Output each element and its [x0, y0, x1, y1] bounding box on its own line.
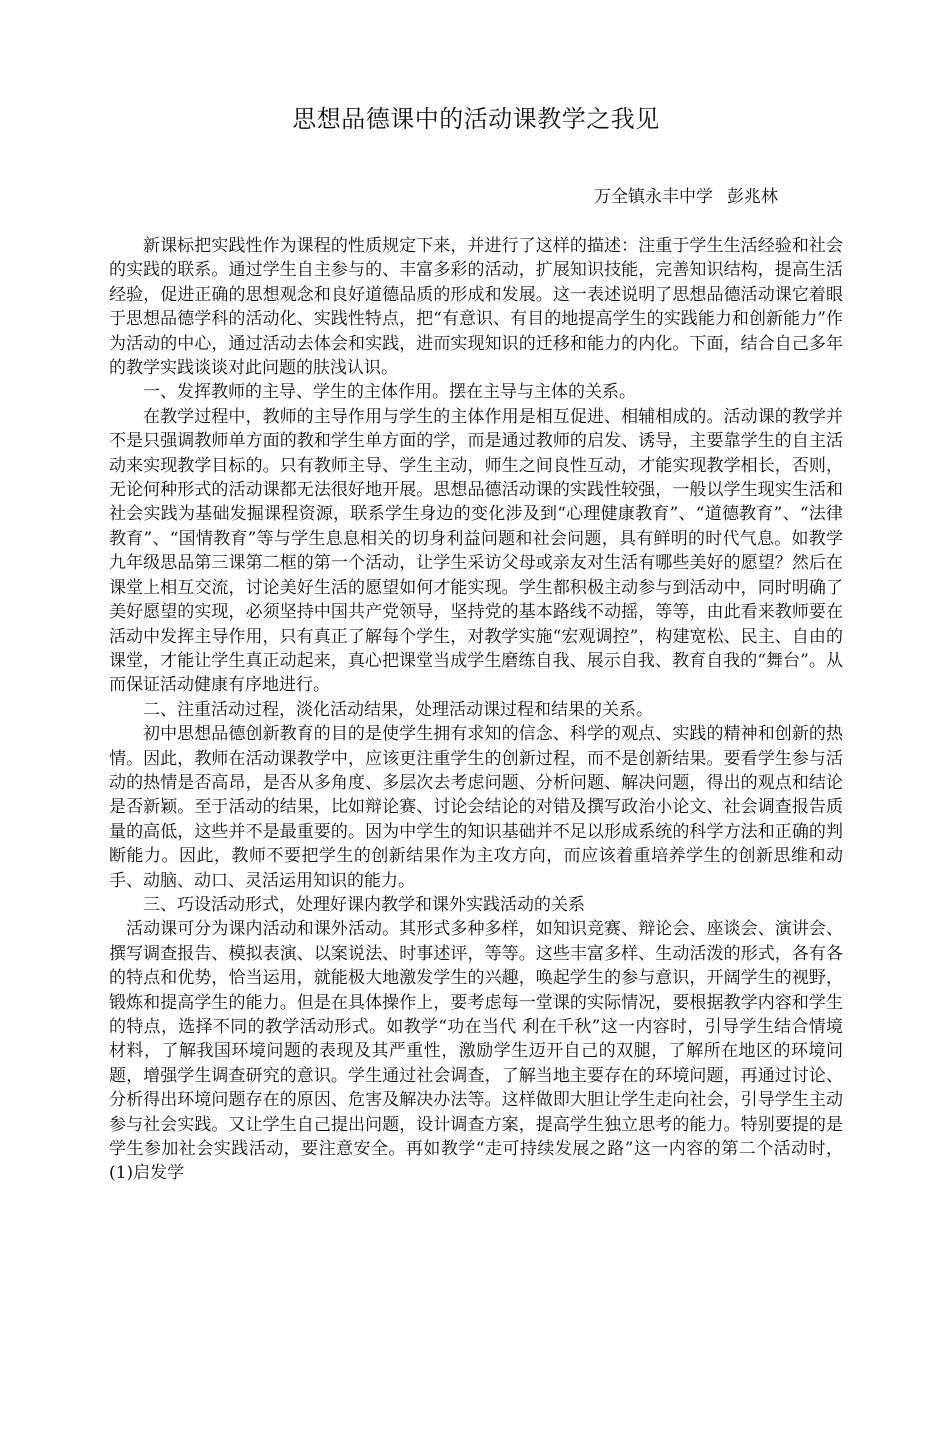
author-name: 彭兆林 [727, 187, 778, 207]
section-heading-2: 二、注重活动过程，淡化活动结果，处理活动课过程和结果的关系。 [143, 699, 653, 720]
section-paragraph-3: 活动课可分为课内活动和课外活动。其形式多种多样，如知识竞赛、辩论会、座谈会、演讲会、撰写调查报告、模拟表演、以案说法、时事述评，等等。这些丰富多样、生动活泼的形式，各有各的特点和优势，恰当运用，就能极大地激发学生的兴趣，唤起学生的参与意识，开阔学生的视野，锻炼和提高学生的能力。但是在具体操作上，要考虑每一堂课的实际情况，要根据教学内容和学生的特点，选择不同的教学活动形式。如教学“功在当代 利在千秋”这一内容时，引导学生结合情境材料，了解我国环境问题的表现及其严重性，激励学生迈开自己的双腿，了解所在地区的环境问题，增强学生调查研究的意识。学生通过社会调查，了解当地主要存在的环境问题，再通过讨论、分析得出环境问题存在的原因、危害及解决办法等。这样做即大胆让学生走向社会，引导学生主动参与社会实践。又让学生自己提出问题，设计调查方案，提高学生独立思考的能力。特别要提的是学生参加社会实践活动，要注意安全。再如教学“走可持续发展之路”这一内容的第二个活动时，(1)启发学 [109, 919, 843, 1184]
author-line [109, 185, 843, 209]
section-paragraph-1: 在教学过程中，教师的主导作用与学生的主体作用是相互促进、相辅相成的。活动课的教学并不是只强调教师单方面的教和学生单方面的学，而是通过教师的启发、诱导，主要靠学生的自主活动来实现教学目标的。只有教师主导、学生主动，师生之间良性互动，才能实现教学相长，否则，无论何种形式的活动课都无法很好地开展。思想品德活动课的实践性较强，一般以学生现实生活和社会实践为基础发掘课程资源，联系学生身边的变化涉及到“心理健康教育”、“道德教育”、“法律教育”、“国情教育”等与学生息息相关的切身利益问题和社会问题，具有鲜明的时代气息。如教学九年级思品第三课第二框的第一个活动，让学生采访父母或亲友对生活有哪些美好的愿望？然后在课堂上相互交流，讨论美好生活的愿望如何才能实现。学生都积极主动参与到活动中，同时明确了美好愿望的实现，必须坚持中国共产党领导，坚持党的基本路线不动摇，等等，由此看来教师要在活动中发挥主导作用，只有真正了解每个学生，对教学实施“宏观调控”，构建宽松、民主、自由的课堂，才能让学生真正动起来，真心把课堂当成学生磨练自我、展示自我、教育自我的“舞台”。从而保证活动健康有序地进行。 [109, 406, 843, 696]
intro-paragraph: 新课标把实践性作为课程的性质规定下来，并进行了这样的描述：注重于学生生活经验和社会的实践的联系。通过学生自主参与的、丰富多彩的活动，扩展知识技能，完善知识结构，提高生活经验，促进正确的思想观念和良好道德品质的形成和发展。这一表述说明了思想品德活动课它着眼于思想品德学科的活动化、实践性特点，把“有意识、有目的地提高学生的实践能力和创新能力”作为活动的中心，通过活动去体会和实践，进而实现知识的迁移和能力的内化。下面，结合自己多年的教学实践谈谈对此问题的肤浅认识。 [109, 236, 843, 379]
document-body [109, 234, 843, 1186]
section-heading-1: 一、发挥教师的主导、学生的主体作用。摆在主导与主体的关系。 [143, 382, 636, 403]
section-heading-3: 三、巧设活动形式，处理好课内教学和课外实践活动的关系 [143, 894, 585, 915]
section-paragraph-2: 初中思想品德创新教育的目的是使学生拥有求知的信念、科学的观点、实践的精神和创新的热情。因此，教师在活动课教学中，应该更注重学生的创新过程，而不是创新结果。要看学生参与活动的热情是否高昂，是否从多角度、多层次去考虑问题、分析问题、解决问题，得出的观点和结论是否新颖。至于活动的结果，比如辩论赛、讨论会结论的对错及撰写政治小论文、社会调查报告质量的高低，这些并不是最重要的。因为中学生的知识基础并不足以形成系统的科学方法和正确的判断能力。因此，教师不要把学生的创新结果作为主攻方向，而应该着重培养学生的创新思维和动手、动脑、动口、灵活运用知识的能力。 [109, 724, 843, 891]
author-school: 万全镇永丰中学 [594, 187, 713, 207]
document-title: 思想品德课中的活动课教学之我见 [292, 105, 660, 133]
document-page [0, 103, 950, 1447]
